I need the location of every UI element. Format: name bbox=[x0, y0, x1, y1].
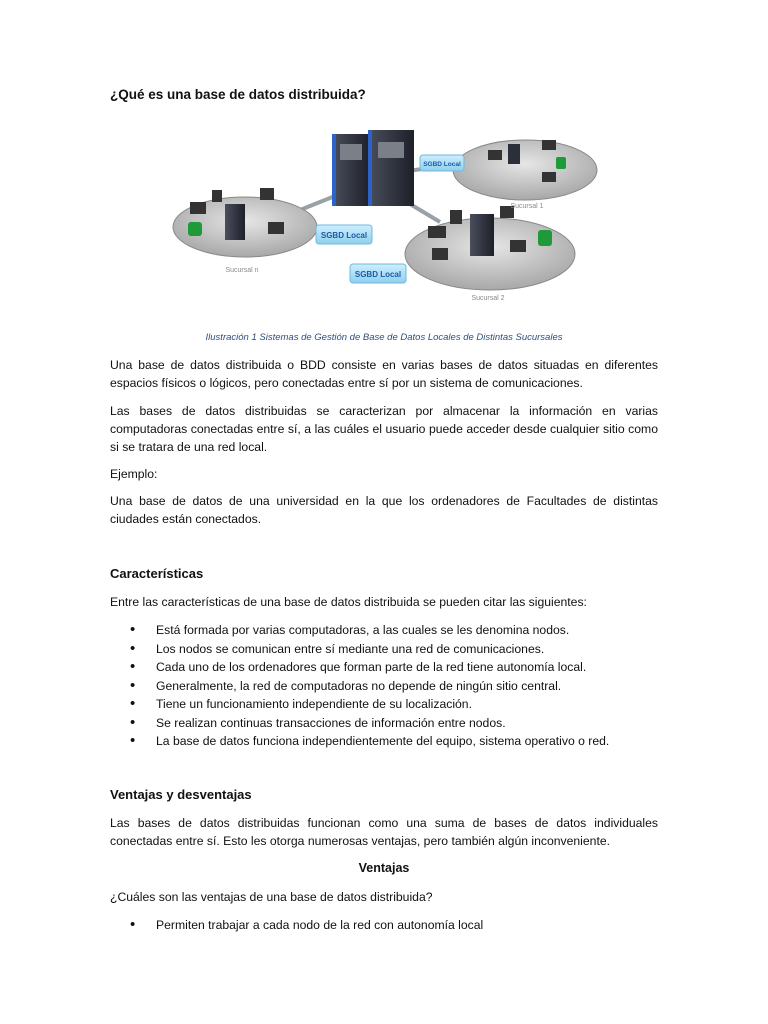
label-sucursal-2: Sucursal 2 bbox=[471, 295, 505, 302]
list-item: • Está formada por varias computadoras, a las cuales se les denomina nodos. bbox=[110, 621, 670, 640]
sgbd-label-top bbox=[420, 155, 464, 171]
sgbd-label-bottom bbox=[350, 264, 406, 283]
heading-main: ¿Qué es una base de datos distribuida? bbox=[110, 87, 366, 102]
list-item: • Los nodos se comunican entre sí mediante una red de comunicaciones. bbox=[110, 640, 670, 659]
distributed-db-illustration bbox=[170, 122, 600, 310]
paragraph-ventajas-question: ¿Cuáles son las ventajas de una base de datos distribuida? bbox=[110, 890, 433, 904]
database-icon bbox=[556, 157, 566, 169]
paragraph-caracteristicas-intro: Entre las características de una base de datos distribuida se pueden citar las siguientes: bbox=[110, 595, 587, 609]
paragraph-example: Una base de datos de una universidad en la que los ordenadores de Facultades de distintas ciudades están conectados. bbox=[110, 494, 658, 526]
central-server-icon bbox=[332, 130, 414, 206]
paragraph-ventajas-desventajas: Las bases de datos distribuidas funcionan como una suma de bases de datos individuales conectadas entre sí. Esto les otorga numerosas ventajas, pero también algún inconveniente. bbox=[110, 816, 658, 848]
example-label: Ejemplo: bbox=[110, 467, 158, 481]
caracteristicas-list bbox=[110, 621, 670, 751]
label-sucursal-n: Sucursal n bbox=[225, 267, 259, 274]
svg-text:SGBD Local: SGBD Local bbox=[354, 270, 402, 279]
list-item: • Tiene un funcionamiento independiente de su localización. bbox=[110, 695, 670, 714]
database-icon bbox=[538, 230, 552, 246]
heading-ventajas-desventajas: Ventajas y desventajas bbox=[110, 787, 252, 802]
paragraph-definition: Una base de datos distribuida o BDD consiste en varias bases de datos situadas en diferentes espacios físicos o lógicos, pero conectadas entre sí por un sistema de comunicaciones. bbox=[110, 358, 658, 390]
disk-sucursal-1 bbox=[453, 140, 597, 200]
sgbd-label-left bbox=[316, 225, 372, 244]
figure-caption: Ilustración 1 Sistemas de Gestión de Base de Datos Locales de Distintas Sucursales bbox=[205, 332, 563, 343]
list-item: • Generalmente, la red de computadoras no depende de ningún sitio central. bbox=[110, 677, 670, 696]
svg-text:SGBD Local: SGBD Local bbox=[423, 161, 461, 168]
list-item: • Se realizan continuas transacciones de información entre nodos. bbox=[110, 714, 670, 733]
heading-ventajas: Ventajas bbox=[358, 861, 410, 875]
paragraph-characterization: Las bases de datos distribuidas se caracterizan por almacenar la información en varias computadoras conectadas entre sí, a las cuáles el usuario puede acceder desde cualquier sitio como si se tratara de una red local. bbox=[110, 404, 658, 454]
heading-caracteristicas: Características bbox=[110, 566, 204, 581]
database-icon bbox=[188, 222, 202, 236]
label-sucursal-1: Sucursal 1 bbox=[510, 203, 544, 210]
ventajas-list bbox=[110, 916, 670, 935]
list-item: • Permiten trabajar a cada nodo de la red con autonomía local bbox=[110, 916, 670, 935]
svg-text:SGBD Local: SGBD Local bbox=[320, 231, 368, 240]
list-item: • Cada uno de los ordenadores que forman parte de la red tiene autonomía local. bbox=[110, 658, 670, 677]
list-item: • La base de datos funciona independientemente del equipo, sistema operativo o red. bbox=[110, 732, 670, 751]
